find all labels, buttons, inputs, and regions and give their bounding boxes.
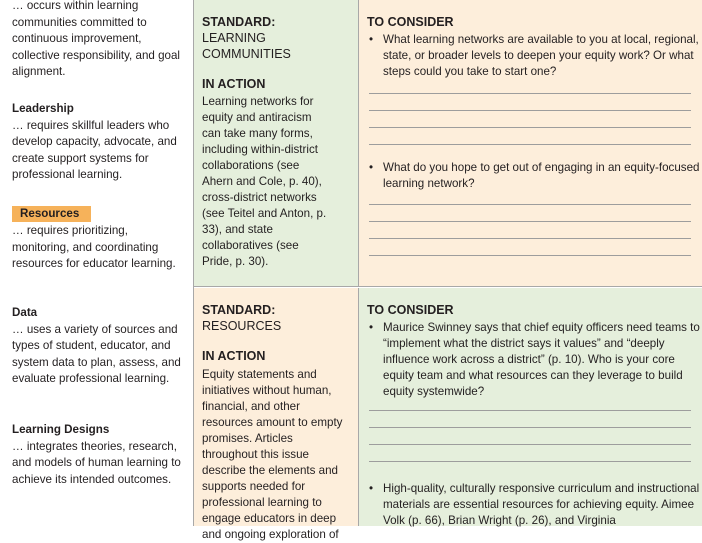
- to-consider-cell-learning-communities: [358, 0, 702, 287]
- standard-label: STANDARD:: [202, 15, 276, 29]
- question-text: High-quality, culturally responsive curriculum and instructional materials are essential resources for achieving equity. Aimee Volk (p. 66), Brian Wright (p. 26), and Virginia: [383, 482, 700, 527]
- sidebar-item-text: … requires prioritizing, monitoring, and coordinating resources for educator learning.: [12, 224, 176, 271]
- answer-line: [369, 410, 691, 411]
- sidebar-item-text: … integrates theories, research, and models of human learning to achieve its intended outcomes.: [12, 439, 181, 486]
- answer-line: [369, 444, 691, 445]
- to-consider-label: TO CONSIDER: [367, 303, 454, 317]
- sidebar-item-learning-designs: [12, 422, 184, 488]
- in-action-label: IN ACTION: [202, 349, 266, 363]
- answer-line: [369, 127, 691, 128]
- in-action-label: IN ACTION: [202, 77, 266, 91]
- in-action-text: Learning networks for equity and antiracism can take many forms, including within-district collaborations (see Ahern and Cole, p. 40), cross-district networks (see Teitel and Anton, p. 33), and state collaboratives (see Pride, p. 30).: [202, 95, 327, 268]
- answer-line: [369, 255, 691, 256]
- answer-line: [369, 93, 691, 94]
- answer-line: [369, 204, 691, 205]
- bullet-dot: •: [369, 161, 374, 174]
- sidebar-item-heading: Leadership: [12, 102, 74, 115]
- answer-line: [369, 427, 691, 428]
- bullet-dot: •: [369, 321, 374, 334]
- bullet-dot: •: [369, 33, 374, 46]
- standard-cell-learning-communities: [194, 0, 358, 287]
- answer-line: [369, 110, 691, 111]
- answer-line: [369, 461, 691, 462]
- to-consider-cell-resources: [358, 288, 702, 526]
- standards-table: [193, 0, 702, 541]
- sidebar-item-resources: [12, 204, 184, 273]
- bullet-dot: •: [369, 482, 374, 495]
- sidebar-item-data: [12, 305, 184, 388]
- standard-cell-resources: [194, 288, 358, 541]
- sidebar-item-text: … uses a variety of sources and types of student, educator, and system data to plan, assess, and evaluate professional learning.: [12, 322, 181, 386]
- sidebar-item-text: … requires skillful leaders who develop capacity, advocate, and create support systems for professional learning.: [12, 118, 177, 182]
- question-text: What learning networks are available to you at local, regional, state, or broader levels to deepen your equity work? Or what steps could you take to start one?: [383, 33, 699, 78]
- question-text: What do you hope to get out of engaging in an equity-focused learning network?: [383, 161, 700, 190]
- sidebar-item-leadership: [12, 101, 184, 184]
- in-action-text: Equity statements and initiatives without human, financial, and other resources amount to empty promises. Articles throughout this issue describe the elements and supports needed for professional learning to engage educators in deep and ongoing exploration of: [202, 368, 343, 541]
- standards-sidebar: [0, 0, 188, 526]
- sidebar-item-heading: Data: [12, 306, 38, 319]
- to-consider-label: TO CONSIDER: [367, 15, 454, 29]
- sidebar-intro-text: … occurs within learning communities committed to continuous improvement, collective responsibility, and goal alignment.: [12, 0, 180, 79]
- sidebar-item-heading: Learning Designs: [12, 423, 110, 436]
- sidebar-item-heading-highlighted: Resources: [12, 206, 91, 222]
- answer-line: [369, 221, 691, 222]
- standard-value: RESOURCES: [202, 319, 282, 333]
- standard-value: LEARNING COMMUNITIES: [202, 31, 291, 61]
- standard-label: STANDARD:: [202, 303, 276, 317]
- question-text: Maurice Swinney says that chief equity officers need teams to “implement what the district says it values” and “deeply influence work across a district” (p. 10). Who is your core equity team and what resources can they leverage to build equity systemwide?: [383, 321, 700, 398]
- answer-line: [369, 144, 691, 145]
- answer-line: [369, 238, 691, 239]
